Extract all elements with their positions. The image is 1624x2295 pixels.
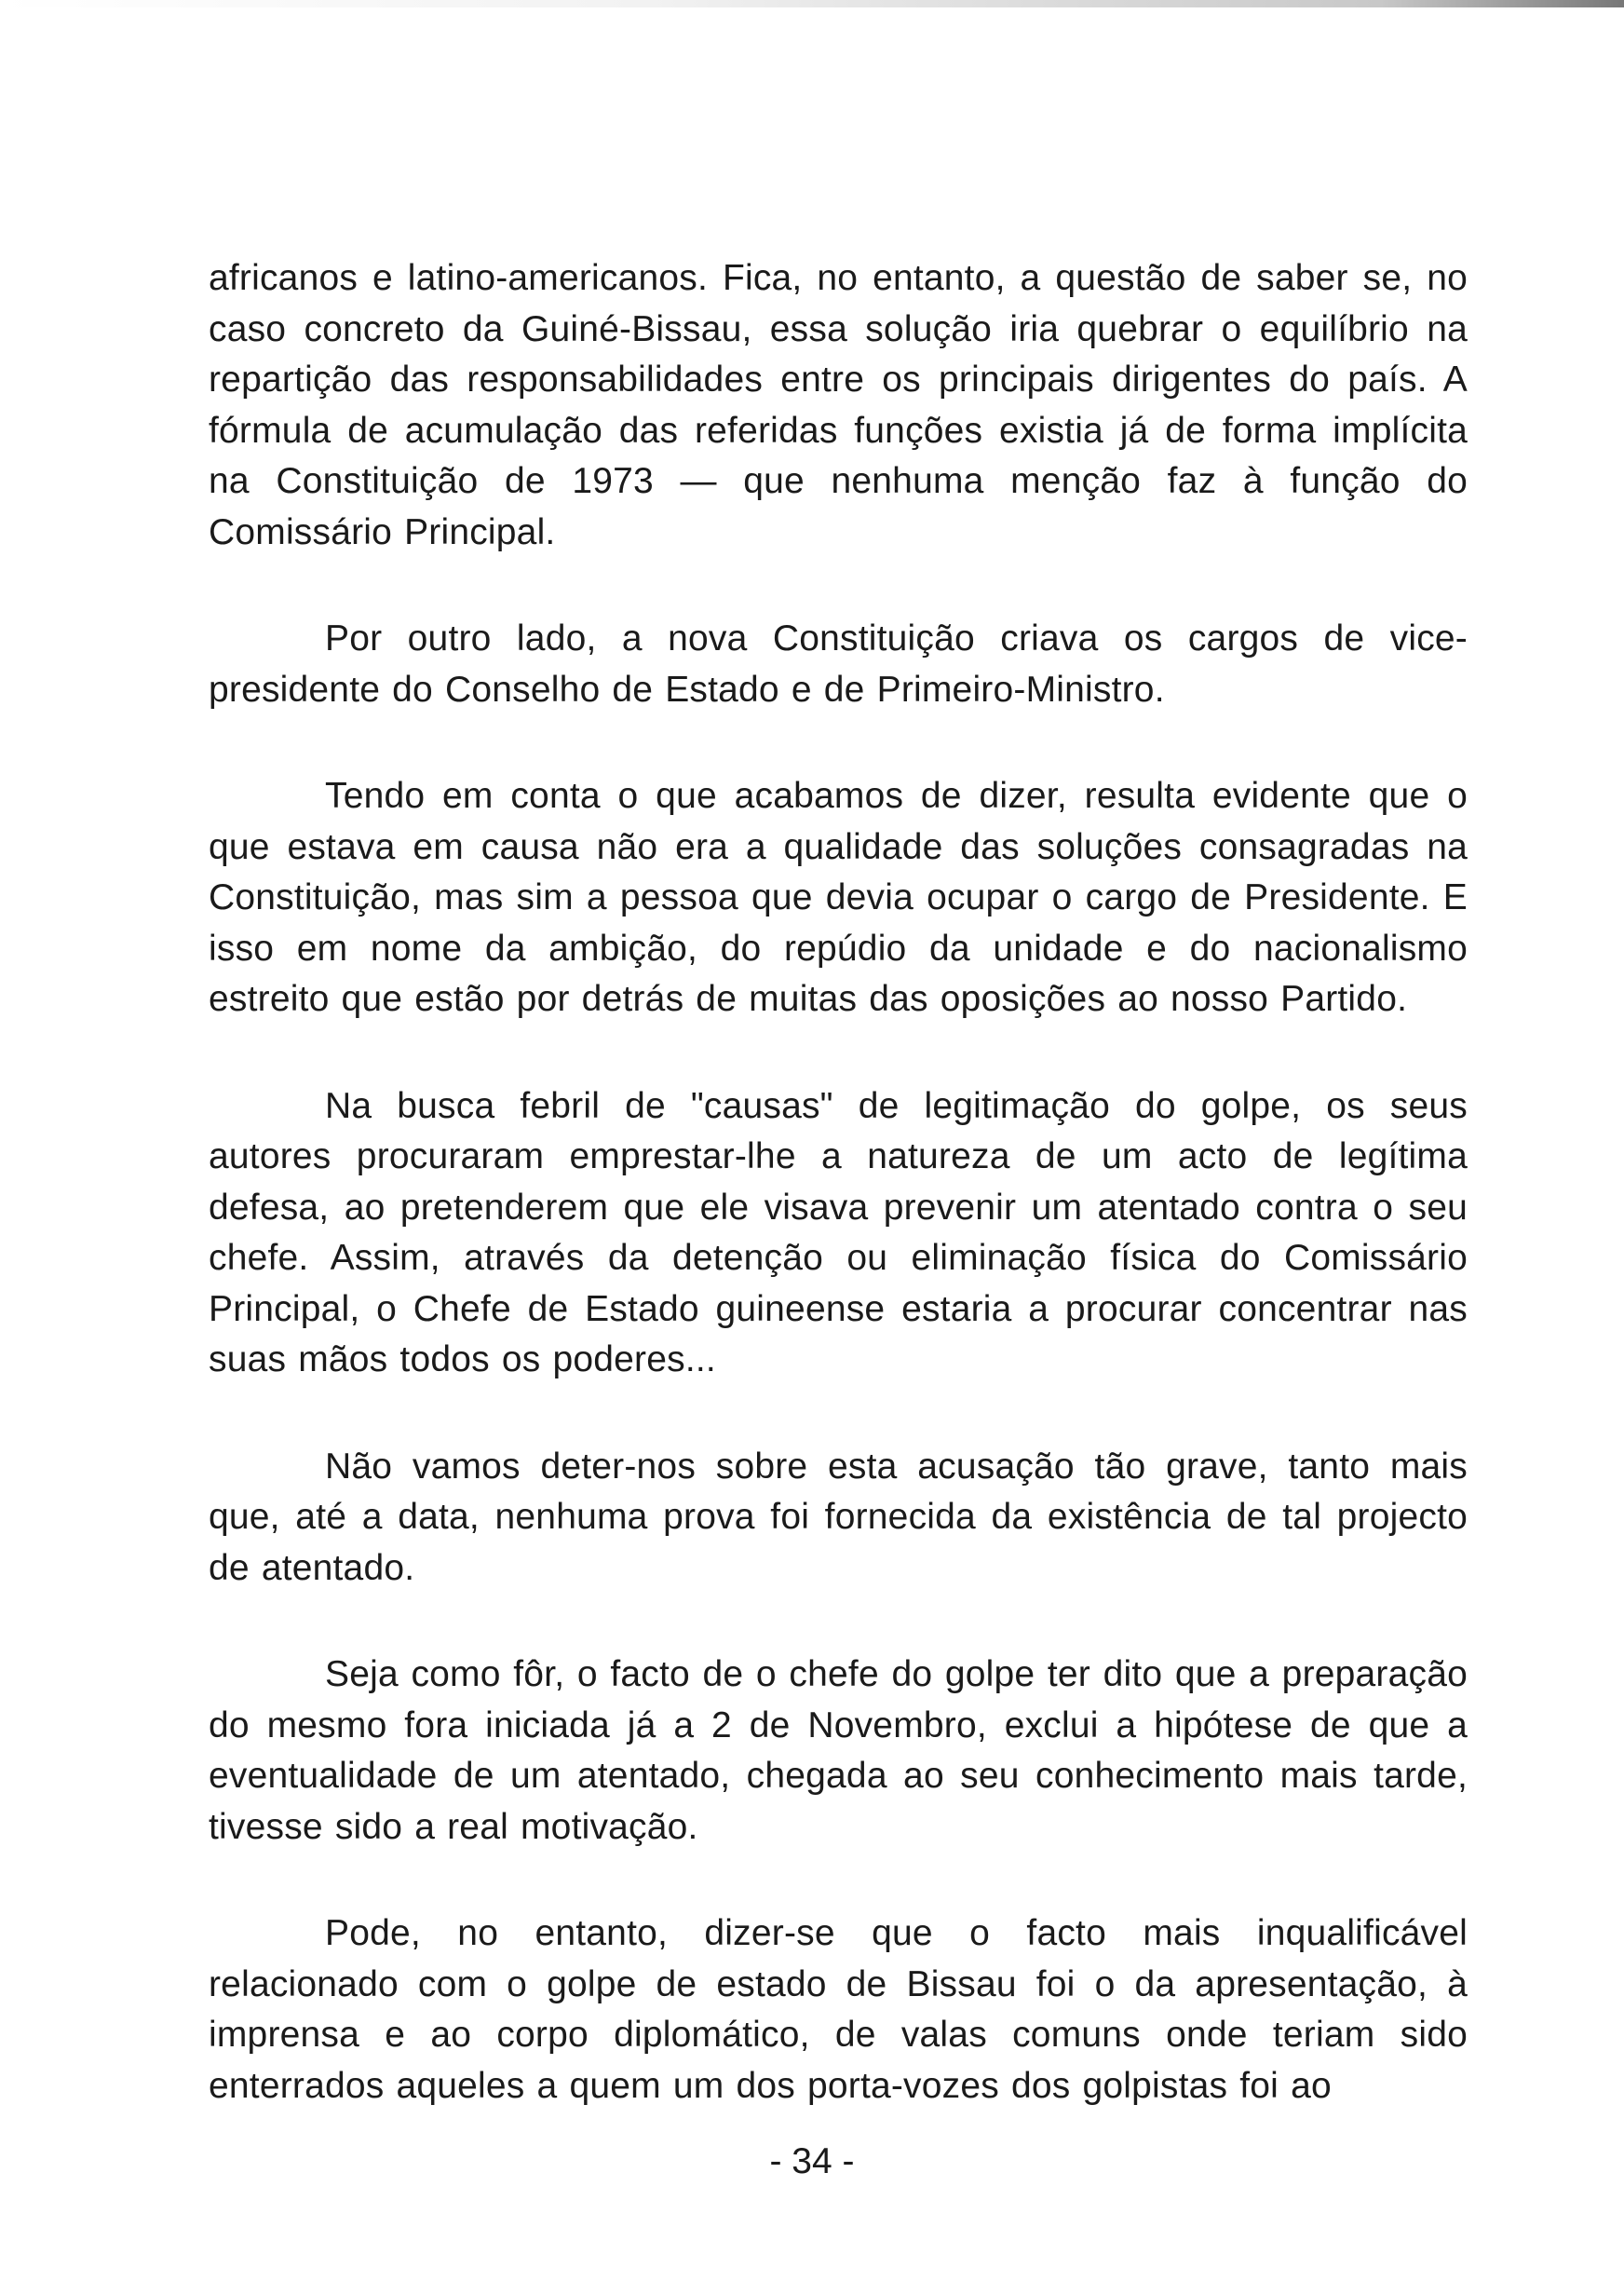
paragraph-2: Por outro lado, a nova Constituição criava os cargos de vice-presidente do Conselho de Estado e de Primeiro-Ministro. bbox=[209, 618, 1468, 710]
paragraph-gap bbox=[209, 1853, 1468, 1908]
paragraph-gap bbox=[209, 1594, 1468, 1650]
paragraph-3: Tendo em conta o que acabamos de dizer, resulta evidente que o que estava em causa não era a qualidade das soluções consagradas na Constituição, mas sim a pessoa que devia ocupar o cargo de Presidente. E isso em nome da ambição, do repúdio da unidade e do nacionalismo estreito que estão por detrás de muitas das oposições ao nosso Partido. bbox=[209, 776, 1468, 1019]
page-number: - 34 - bbox=[769, 2141, 855, 2181]
paragraph-4: Na busca febril de "causas" de legitimação do golpe, os seus autores procuraram emprestar-lhe a natureza de um acto de legítima defesa, ao pretenderem que ele visava prevenir um atentado contra o seu chefe. Assim, através da detenção ou eliminação física do Comissário Principal, o Chefe de Estado guineense estaria a procurar concentrar nas suas mãos todos os poderes... bbox=[209, 1085, 1468, 1379]
paragraph-7: Pode, no entanto, dizer-se que o facto mais inqualificável relacionado com o golpe de estado de Bissau foi o da apresentação, à imprensa e ao corpo diplomático, de valas comuns onde teriam sido enterrados aqueles a quem um dos porta-vozes dos golpistas foi ao bbox=[209, 1913, 1468, 2106]
paragraph-6: Seja como fôr, o facto de o chefe do golpe ter dito que a preparação do mesmo fora iniciada já a 2 de Novembro, exclui a hipótese de que a eventualidade de um atentado, chegada ao seu conhecimento mais tarde, tivesse sido a real motivação. bbox=[209, 1654, 1468, 1847]
paragraph-1: africanos e latino-americanos. Fica, no entanto, a questão de saber se, no caso concreto da Guiné-Bissau, essa solução iria quebrar o equilíbrio na repartição das responsabilidades entre os principais dirigentes do país. A fórmula de acumulação das referidas funções existia já de forma implícita na Constituição de 1973 — que nenhuma menção faz à função do Comissário Principal. bbox=[209, 258, 1468, 552]
paragraph-gap bbox=[209, 558, 1468, 614]
paragraph-gap bbox=[209, 715, 1468, 771]
scan-top-edge bbox=[0, 0, 1624, 7]
paragraph-gap bbox=[209, 1025, 1468, 1081]
body-text bbox=[209, 253, 1468, 2112]
paragraph-5: Não vamos deter-nos sobre esta acusação tão grave, tanto mais que, até a data, nenhuma prova foi fornecida da existência de tal projecto de atentado. bbox=[209, 1446, 1468, 1588]
paragraph-gap bbox=[209, 1386, 1468, 1442]
